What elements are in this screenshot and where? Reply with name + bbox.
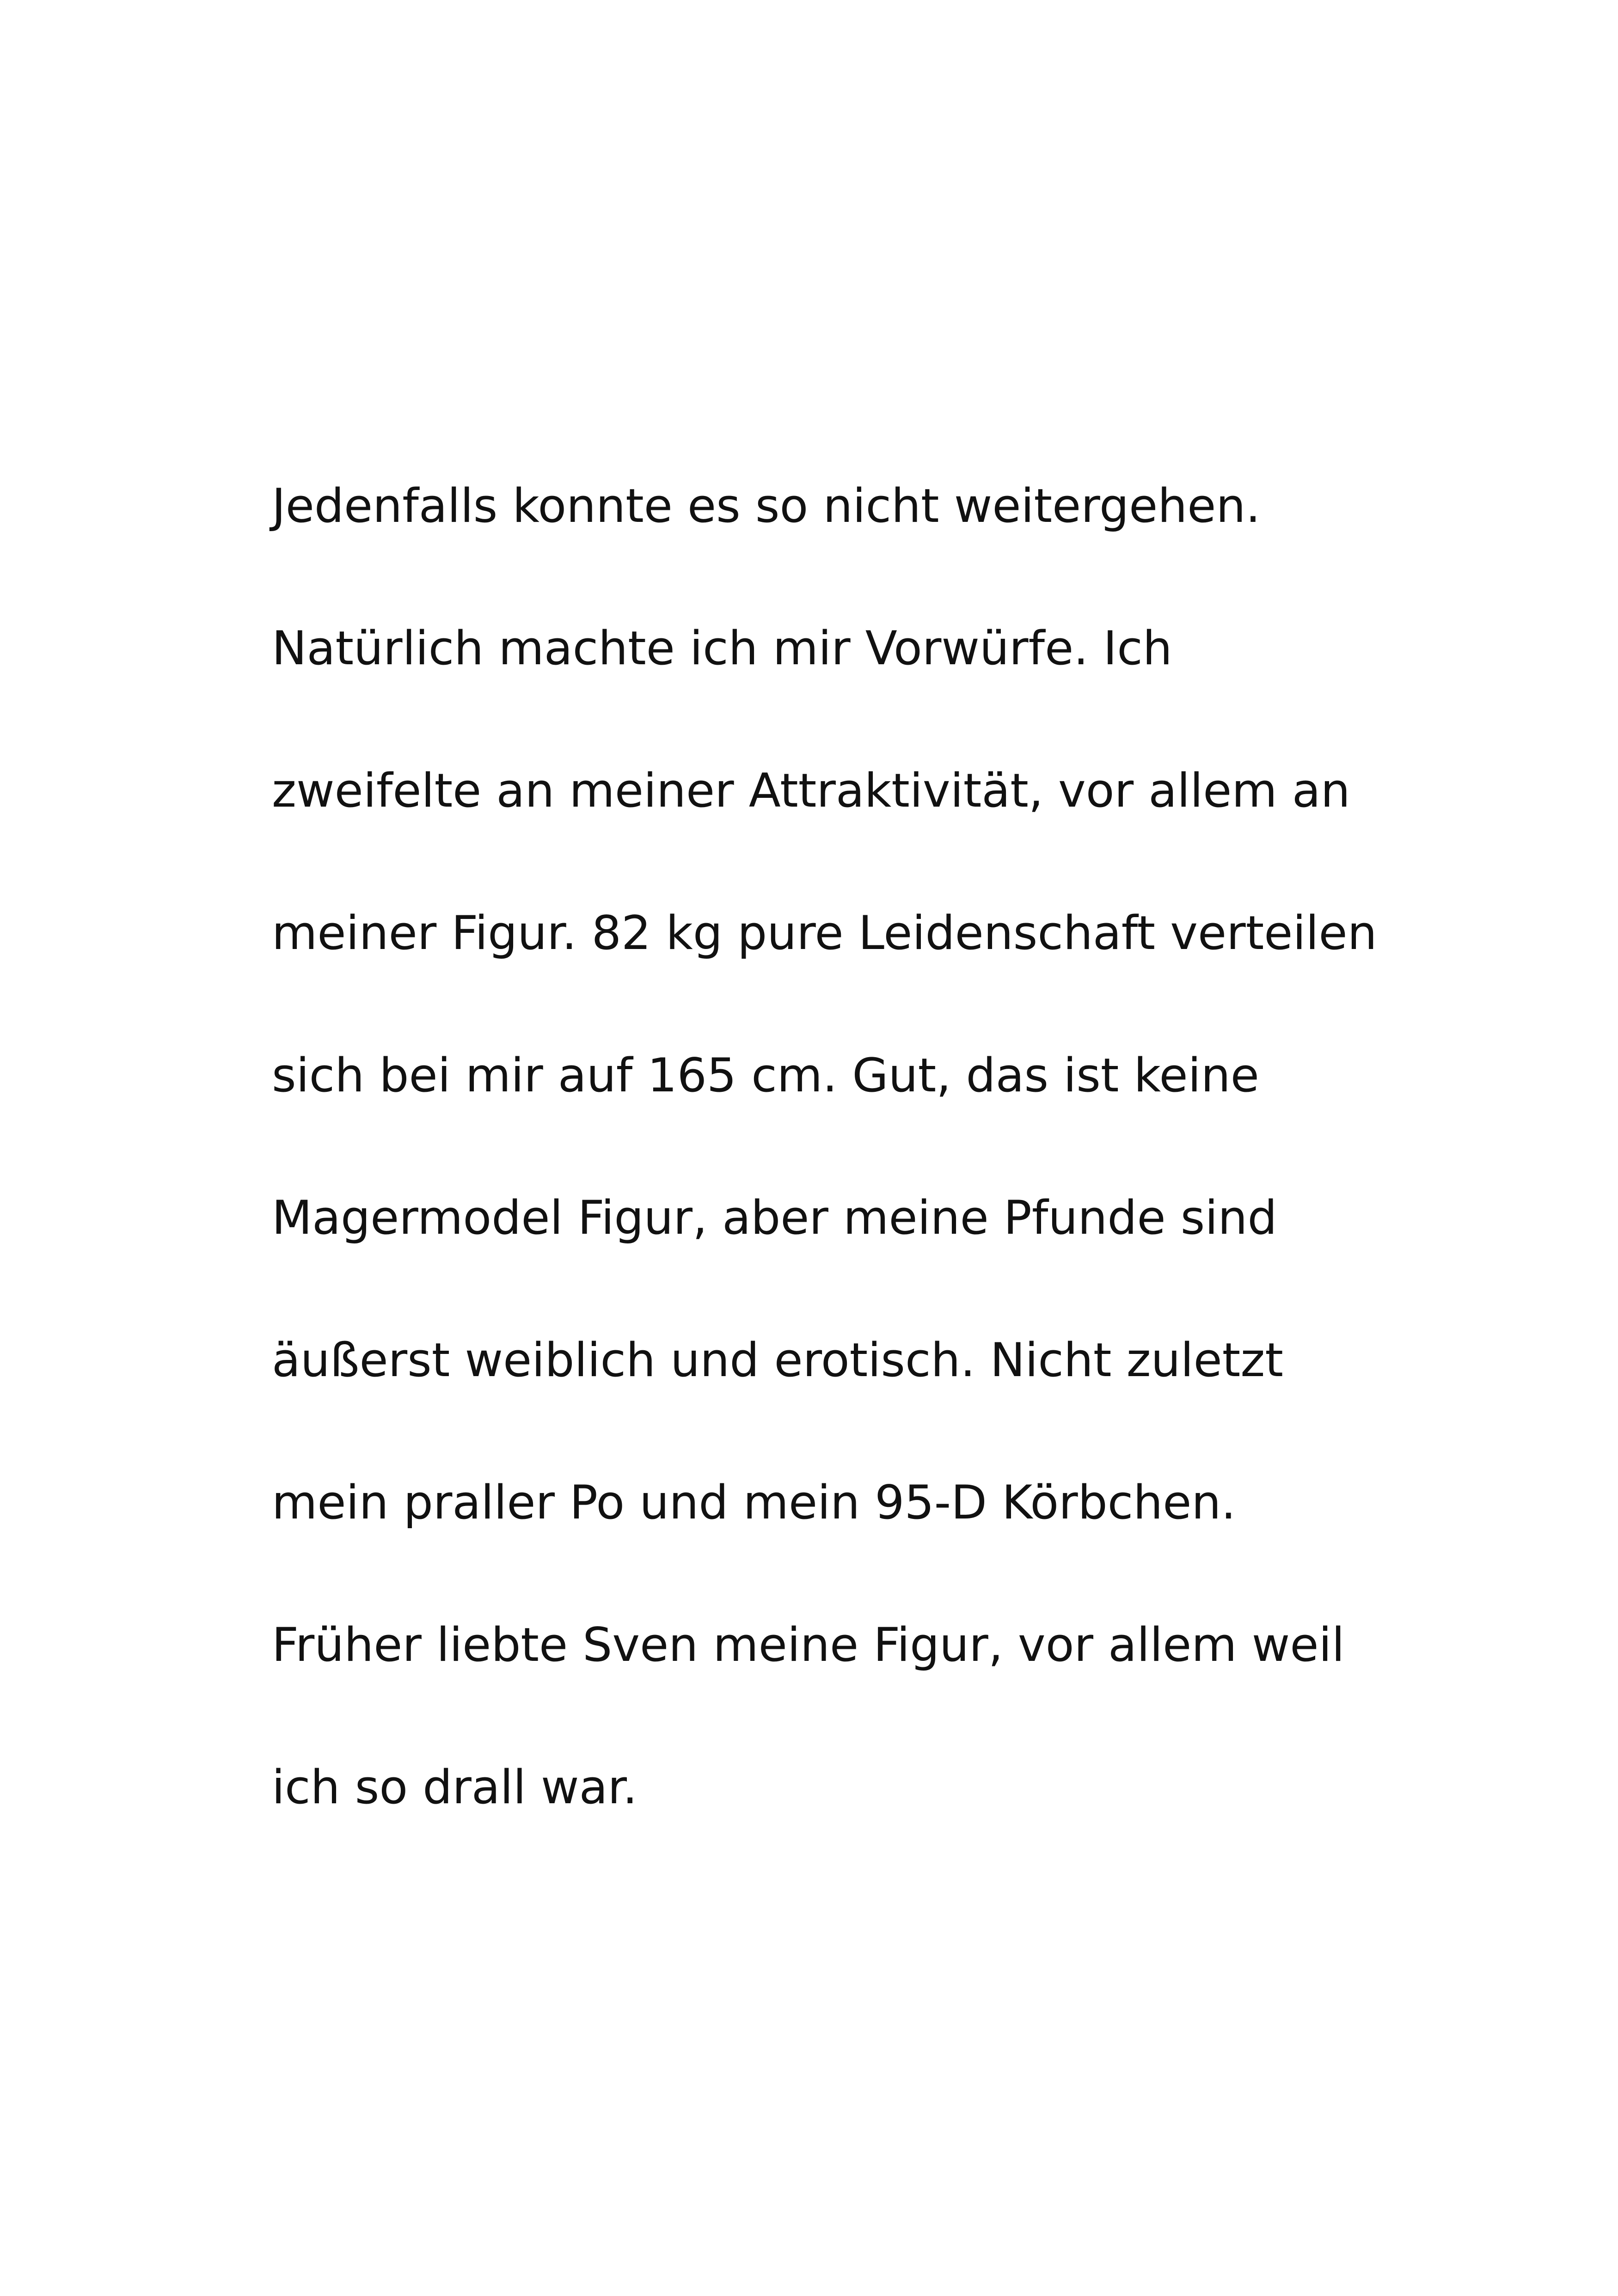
text-line: ich so drall war. <box>272 1760 637 1814</box>
text-line: sich bei mir auf 165 cm. Gut, das ist keine <box>272 1048 1259 1102</box>
text-line: äußerst weiblich und erotisch. Nicht zuletzt <box>272 1333 1284 1387</box>
text-line: mein praller Po und mein 95-D Körbchen. <box>272 1475 1236 1530</box>
text-line: Jedenfalls konnte es so nicht weitergehen. <box>272 478 1261 533</box>
text-line: meiner Figur. 82 kg pure Leidenschaft verteilen <box>272 906 1377 960</box>
body-text <box>272 435 1474 1858</box>
text-line: zweifelte an meiner Attraktivität, vor allem an <box>272 763 1350 818</box>
text-line: Magermodel Figur, aber meine Pfunde sind <box>272 1190 1277 1245</box>
text-line: Natürlich machte ich mir Vorwürfe. Ich <box>272 621 1172 675</box>
text-line: Früher liebte Sven meine Figur, vor allem weil <box>272 1617 1345 1672</box>
